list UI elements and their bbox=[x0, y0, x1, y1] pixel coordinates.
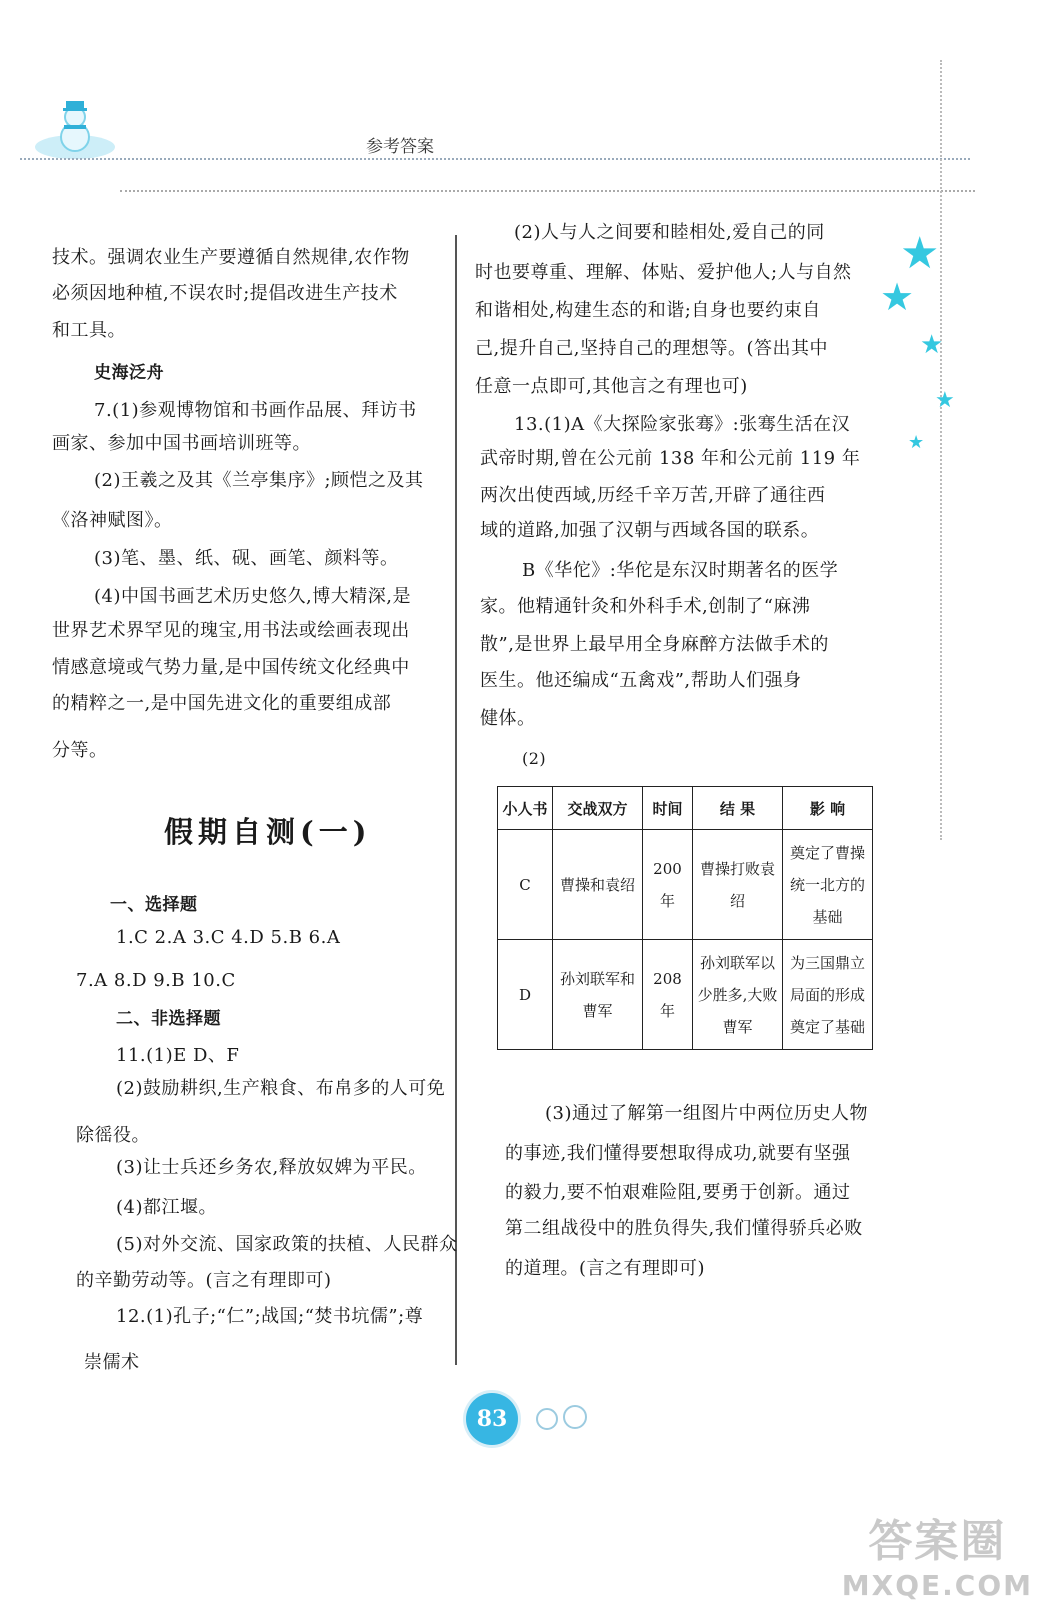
text-line: (3)通过了解第一组图片中两位历史人物 bbox=[545, 1103, 868, 1124]
text-line: (4)中国书画艺术历史悠久,博大精深,是 bbox=[94, 586, 411, 607]
text-line: 的精粹之一,是中国先进文化的重要组成部 bbox=[52, 693, 392, 714]
text-line: (2)王羲之及其《兰亭集序》;顾恺之及其 bbox=[94, 470, 424, 491]
answer-line: 1.C 2.A 3.C 4.D 5.B 6.A bbox=[116, 927, 341, 948]
table-cell: 曹操和袁绍 bbox=[553, 830, 643, 940]
text-line: 7.(1)参观博物馆和书画作品展、拜访书 bbox=[94, 400, 417, 421]
answer-line: (4)都江堰。 bbox=[116, 1197, 217, 1218]
table-cell: 孙刘联军和曹军 bbox=[553, 940, 643, 1050]
answer-line: (5)对外交流、国家政策的扶植、人民群众 bbox=[116, 1234, 458, 1255]
table-cell: D bbox=[498, 940, 553, 1050]
snowman-icon bbox=[30, 95, 120, 165]
text-line: 散”,是世界上最早用全身麻醉方法做手术的 bbox=[480, 634, 829, 655]
table-cell: C bbox=[498, 830, 553, 940]
subheading: 二、非选择题 bbox=[116, 1009, 221, 1029]
text-line: 情感意境或气势力量,是中国传统文化经典中 bbox=[52, 657, 410, 678]
column-divider bbox=[455, 235, 457, 1365]
watermark bbox=[842, 1505, 1033, 1602]
text-line: 的毅力,要不怕艰难险阻,要勇于创新。通过 bbox=[505, 1182, 851, 1203]
table-header: 交战双方 bbox=[553, 787, 643, 830]
text-line: B《华佗》:华佗是东汉时期著名的医学 bbox=[522, 560, 839, 581]
text-line: (2)人与人之间要和睦相处,爱自己的同 bbox=[514, 222, 825, 243]
text-line: 武帝时期,曾在公元前 138 年和公元前 119 年 bbox=[480, 448, 861, 469]
watermark-url: MXQE.COM bbox=[841, 1569, 1033, 1602]
subheading: 史海泛舟 bbox=[94, 363, 164, 383]
table-header: 小人书 bbox=[498, 787, 553, 830]
ring-decoration bbox=[536, 1408, 558, 1430]
text-line: 的道理。(言之有理即可) bbox=[505, 1258, 706, 1279]
answer-line: 12.(1)孔子;“仁”;战国;“焚书坑儒”;尊 bbox=[116, 1306, 424, 1327]
watermark-logo: 答案圈 bbox=[868, 1516, 1007, 1567]
header-divider bbox=[20, 158, 970, 160]
table-header-row bbox=[498, 787, 873, 830]
text-line: 医生。他还编成“五禽戏”,帮助人们强身 bbox=[480, 670, 802, 691]
table-header: 时间 bbox=[643, 787, 693, 830]
text-line: 的事迹,我们懂得要想取得成功,就要有坚强 bbox=[505, 1143, 851, 1164]
text-line: 世界艺术界罕见的瑰宝,用书法或绘画表现出 bbox=[52, 620, 410, 641]
text-line: 两次出使西域,历经千辛万苦,开辟了通往西 bbox=[480, 485, 826, 506]
table-row bbox=[498, 940, 873, 1050]
table-header: 影 响 bbox=[783, 787, 873, 830]
text-line: (2) bbox=[522, 749, 547, 768]
ring-decoration bbox=[563, 1405, 587, 1429]
star-icon: ★ bbox=[908, 432, 925, 453]
text-line: 时也要尊重、理解、体贴、爱护他人;人与自然 bbox=[475, 262, 852, 283]
text-line: 域的道路,加强了汉朝与西域各国的联系。 bbox=[480, 520, 820, 541]
margin-dotted-line bbox=[940, 60, 942, 840]
text-line: 分等。 bbox=[52, 740, 108, 761]
star-icon: ★ bbox=[935, 388, 955, 413]
table-cell: 孙刘联军以少胜多,大败曹军 bbox=[693, 940, 783, 1050]
text-line: 家。他精通针灸和外科手术,创制了“麻沸 bbox=[480, 596, 811, 617]
subheading: 一、选择题 bbox=[110, 895, 198, 915]
section-title: 假期自测(一) bbox=[164, 815, 372, 849]
text-line: 和谐相处,构建生态的和谐;自身也要约束自 bbox=[475, 300, 821, 321]
text-line: 《洛神赋图》。 bbox=[52, 510, 173, 531]
answer-line: 除徭役。 bbox=[76, 1125, 150, 1146]
text-line: 画家、参加中国书画培训班等。 bbox=[52, 433, 311, 454]
answer-line: 崇儒术 bbox=[84, 1352, 140, 1373]
page-number: 83 bbox=[466, 1393, 518, 1445]
text-line: 必须因地种植,不误农时;提倡改进生产技术 bbox=[52, 283, 398, 304]
answer-line: 的辛勤劳动等。(言之有理即可) bbox=[76, 1270, 332, 1291]
answer-line: 11.(1)E D、F bbox=[116, 1045, 240, 1066]
star-icon: ★ bbox=[880, 275, 915, 319]
text-line: 健体。 bbox=[480, 708, 536, 729]
header-title: 参考答案 bbox=[366, 137, 434, 157]
text-line: 任意一点即可,其他言之有理也可) bbox=[475, 376, 748, 397]
table-cell: 为三国鼎立局面的形成奠定了基础 bbox=[783, 940, 873, 1050]
text-line: 技术。强调农业生产要遵循自然规律,农作物 bbox=[52, 247, 410, 268]
star-icon: ★ bbox=[920, 330, 944, 360]
text-line: (3)笔、墨、纸、砚、画笔、颜料等。 bbox=[94, 548, 399, 569]
text-line: 第二组战役中的胜负得失,我们懂得骄兵必败 bbox=[505, 1218, 863, 1239]
answer-line: (3)让士兵还乡务农,释放奴婢为平民。 bbox=[116, 1157, 427, 1178]
answer-line: 7.A 8.D 9.B 10.C bbox=[76, 970, 236, 991]
table-cell: 200 年 bbox=[643, 830, 693, 940]
text-line: 己,提升自己,坚持自己的理想等。(答出其中 bbox=[475, 338, 828, 359]
table-cell: 曹操打败袁绍 bbox=[693, 830, 783, 940]
text-line: 13.(1)A《大探险家张骞》:张骞生活在汉 bbox=[514, 414, 851, 435]
star-icon: ★ bbox=[900, 228, 940, 279]
text-line: 和工具。 bbox=[52, 320, 126, 341]
table-cell: 208 年 bbox=[643, 940, 693, 1050]
history-table bbox=[497, 786, 873, 1050]
answer-line: (2)鼓励耕织,生产粮食、布帛多的人可免 bbox=[116, 1078, 446, 1099]
table-row bbox=[498, 830, 873, 940]
table-header: 结 果 bbox=[693, 787, 783, 830]
table-cell: 奠定了曹操统一北方的基础 bbox=[783, 830, 873, 940]
header-divider-secondary bbox=[120, 190, 975, 192]
